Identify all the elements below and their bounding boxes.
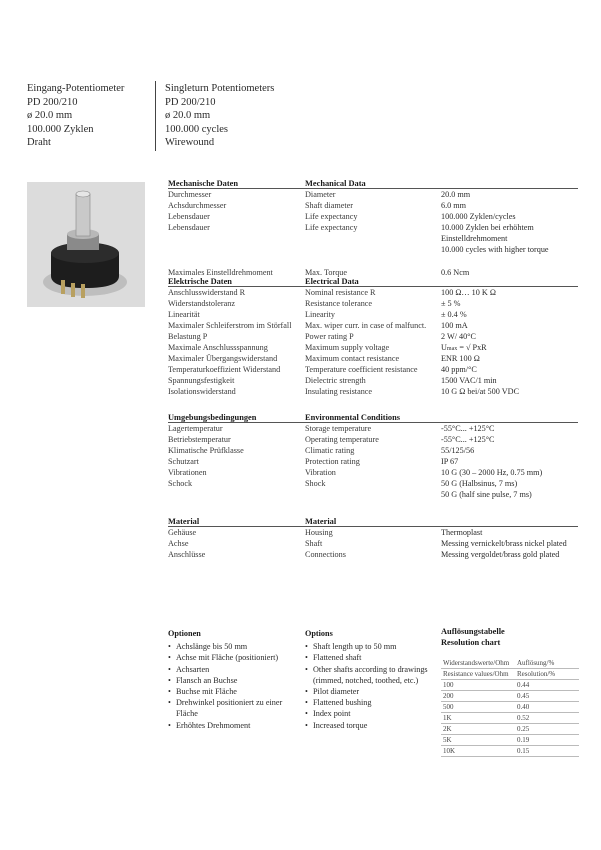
- header-german: [27, 82, 124, 150]
- resolution-resistance: 100: [441, 680, 515, 691]
- environment-label-de: Lagertemperatur: [168, 424, 223, 433]
- mechanical-label-de: Durchmesser: [168, 190, 212, 199]
- mechanical-row: [168, 244, 578, 255]
- material-label-en: Shaft: [305, 539, 323, 548]
- resolution-row: [441, 680, 579, 691]
- mechanical-value: 10.000 cycles with higher torque: [441, 245, 549, 254]
- mechanical-label-en: Shaft diameter: [305, 201, 353, 210]
- material-heading-en: Material: [305, 517, 337, 526]
- resolution-value: 0.52: [515, 713, 579, 724]
- electrical-label-en: Power rating P: [305, 332, 354, 341]
- electrical-label-de: Maximale Anschlussspannung: [168, 343, 268, 352]
- electrical-value-formula: = √ PxR: [457, 343, 487, 352]
- options_de-item: • Drehwinkel positioniert zu einer Fläche: [168, 697, 298, 719]
- resolution-resistance: 10K: [441, 746, 515, 757]
- electrical-value: 100 Ω… 10 K Ω: [441, 288, 496, 297]
- environment-value: 50 G (Halbsinus, 7 ms): [441, 479, 518, 488]
- environment-heading-en: Environmental Conditions: [305, 413, 401, 422]
- electrical-row: [168, 342, 578, 353]
- mechanical-row: [168, 200, 578, 211]
- electrical-row: [168, 375, 578, 386]
- resolution-col1-en: Resistance values/Ohm: [441, 669, 515, 680]
- environment-value: -55°C... +125°C: [441, 435, 495, 444]
- resolution-table: [441, 658, 579, 757]
- mechanical-label-en: Life expectancy: [305, 223, 358, 232]
- resolution-value: 0.19: [515, 735, 579, 746]
- electrical-value: 40 ppm/°C: [441, 365, 477, 374]
- header-de-title: Eingang-Potentiometer: [27, 83, 125, 94]
- mechanical-label-de: Lebensdauer: [168, 212, 210, 221]
- electrical-label-de: Belastung P: [168, 332, 208, 341]
- options_en-item: • Pilot diameter: [305, 686, 433, 697]
- environment-value: IP 67: [441, 457, 459, 466]
- electrical-label-de: Maximaler Schleiferstrom im Störfall: [168, 321, 292, 330]
- environment-value: 10 G (30 – 2000 Hz, 0.75 mm): [441, 468, 543, 477]
- environment-label-en: Operating temperature: [305, 435, 379, 444]
- resolution-resistance: 200: [441, 691, 515, 702]
- header-en-diameter: ø 20.0 mm: [165, 110, 211, 121]
- electrical-row: [168, 353, 578, 364]
- environment-row: [168, 434, 578, 445]
- environment-label-de: Klimatische Prüfklasse: [168, 446, 244, 455]
- mechanical-label-en: Life expectancy: [305, 212, 358, 221]
- header-en-cycles: 100.000 cycles: [165, 123, 228, 135]
- environment-label-de: Betriebstemperatur: [168, 435, 231, 444]
- mechanical-rule: [168, 188, 578, 189]
- electrical-label-en: Nominal resistance R: [305, 288, 376, 297]
- resolution-resistance: 2K: [441, 724, 515, 735]
- material-value: Messing vernickelt/brass nickel plated: [441, 539, 567, 548]
- electrical-value-symbol: U: [441, 343, 447, 352]
- header-en-model: PD 200/210: [165, 96, 216, 108]
- electrical-value: ± 5 %: [441, 299, 461, 308]
- header-de-type: Draht: [27, 137, 51, 148]
- mechanical-label-de: Maximales Einstelldrehmoment: [168, 268, 273, 277]
- mechanical-value: Einstelldrehmoment: [441, 234, 508, 243]
- electrical-label-en: Dielectric strength: [305, 376, 366, 385]
- options_en-item: • Increased torque: [305, 720, 433, 731]
- electrical-label-de: Spannungsfestigkeit: [168, 376, 235, 385]
- material-value: Thermoplast: [441, 528, 483, 537]
- electrical-row: [168, 287, 578, 298]
- resolution-row: [441, 746, 579, 757]
- electrical-label-en: Maximum supply voltage: [305, 343, 390, 352]
- electrical-label-de: Linearität: [168, 310, 200, 319]
- header-english: [165, 82, 274, 150]
- electrical-value: ENR 100 Ω: [441, 354, 480, 363]
- header-de-diameter: ø 20.0 mm: [27, 110, 73, 121]
- material-rule: [168, 526, 578, 527]
- options_de-item: • Buchse mit Fläche: [168, 686, 298, 697]
- resolution-resistance: 1K: [441, 713, 515, 724]
- mechanical-label-de: Achsdurchmesser: [168, 201, 227, 210]
- environment-label-en: Shock: [305, 479, 326, 488]
- electrical-heading-en: Electrical Data: [305, 277, 359, 286]
- electrical-label-en: Maximum contact resistance: [305, 354, 400, 363]
- resolution-header-row-en: [441, 669, 579, 680]
- environment-section: [168, 412, 578, 500]
- electrical-heading-de: Elektrische Daten: [168, 277, 232, 286]
- material-label-en: Connections: [305, 550, 346, 559]
- electrical-value-subscript: max: [446, 346, 458, 352]
- header-de-model: PD 200/210: [27, 96, 78, 108]
- mechanical-row: [168, 233, 578, 244]
- electrical-rule: [168, 286, 578, 287]
- electrical-row: [168, 364, 578, 375]
- resolution-value: 0.40: [515, 702, 579, 713]
- mechanical-value: 6.0 mm: [441, 201, 467, 210]
- electrical-label-en: Insulating resistance: [305, 387, 373, 396]
- electrical-label-de: Widerstandstoleranz: [168, 299, 235, 308]
- options_en-item: • Shaft length up to 50 mm: [305, 641, 433, 652]
- environment-row: [168, 478, 578, 489]
- environment-label-de: Vibrationen: [168, 468, 207, 477]
- resolution-value: 0.25: [515, 724, 579, 735]
- environment-value: -55°C... +125°C: [441, 424, 495, 433]
- electrical-label-en: Linearity: [305, 310, 336, 319]
- environment-label-en: Protection rating: [305, 457, 360, 466]
- electrical-label-en: Max. wiper curr. in case of malfunct.: [305, 321, 427, 330]
- environment-label-de: Schutzart: [168, 457, 199, 466]
- electrical-section: [168, 276, 578, 397]
- mechanical-row: [168, 222, 578, 233]
- mechanical-row: [168, 189, 578, 200]
- mechanical-value: 10.000 Zyklen bei erhöhtem: [441, 223, 534, 232]
- resolution-col1-de: Widerstandswerte/Ohm: [441, 658, 515, 669]
- options_en-item: • Flattened bushing: [305, 697, 433, 708]
- environment-row: [168, 467, 578, 478]
- environment-value: 55/125/56: [441, 446, 475, 455]
- options_de-item: • Achse mit Fläche (positioniert): [168, 652, 298, 663]
- header-de-cycles: 100.000 Zyklen: [27, 123, 94, 135]
- electrical-row: [168, 298, 578, 309]
- resolution-col2-en: Resolution/%: [515, 669, 579, 680]
- material-row: [168, 549, 578, 560]
- resolution-row: [441, 724, 579, 735]
- options_de-item: • Erhöhtes Drehmoment: [168, 720, 298, 731]
- header-divider: [155, 81, 156, 151]
- environment-heading-de: Umgebungsbedingungen: [168, 413, 257, 422]
- environment-label-en: Storage temperature: [305, 424, 372, 433]
- material-row: [168, 527, 578, 538]
- resolution-resistance: 5K: [441, 735, 515, 746]
- resolution-value: 0.45: [515, 691, 579, 702]
- environment-label-de: Schock: [168, 479, 193, 488]
- resolution-heading-en: Resolution chart: [441, 638, 501, 647]
- options_en-item: • Index point: [305, 708, 433, 719]
- electrical-row: [168, 386, 578, 397]
- environment-row: [168, 456, 578, 467]
- resolution-value: 0.15: [515, 746, 579, 757]
- potentiometer-image: [27, 182, 145, 307]
- mechanical-label-en: Diameter: [305, 190, 336, 199]
- options_de-item: • Flansch an Buchse: [168, 675, 298, 686]
- material-label-de: Gehäuse: [168, 528, 197, 537]
- resolution-row: [441, 735, 579, 746]
- electrical-label-en: Resistance tolerance: [305, 299, 373, 308]
- material-heading-de: Material: [168, 517, 200, 526]
- resolution-row: [441, 691, 579, 702]
- options-en: [305, 628, 433, 731]
- mechanical-value: 20.0 mm: [441, 190, 471, 199]
- electrical-row: [168, 309, 578, 320]
- mechanical-heading-de: Mechanische Daten: [168, 179, 239, 188]
- options-de: [168, 628, 298, 731]
- resolution-chart: [441, 626, 579, 757]
- header-en-type: Wirewound: [165, 137, 215, 148]
- resolution-row: [441, 702, 579, 713]
- environment-value: 50 G (half sine pulse, 7 ms): [441, 490, 532, 499]
- material-row: [168, 538, 578, 549]
- options-en-heading: Options: [305, 629, 333, 638]
- material-section: [168, 516, 578, 560]
- material-label-de: Achse: [168, 539, 189, 548]
- options_de-item: • Achslänge bis 50 mm: [168, 641, 298, 652]
- resolution-heading-de: Auflösungstabelle: [441, 627, 505, 636]
- environment-row: [168, 423, 578, 434]
- resolution-row: [441, 713, 579, 724]
- environment-label-en: Vibration: [305, 468, 336, 477]
- electrical-label-en: Temperature coefficient resistance: [305, 365, 418, 374]
- resolution-resistance: 500: [441, 702, 515, 713]
- electrical-value: 1500 VAC/1 min: [441, 376, 497, 385]
- electrical-value: 10 G Ω bei/at 500 VDC: [441, 387, 520, 396]
- resolution-header-row-de: [441, 658, 579, 669]
- options_en-item: • Flattened shaft: [305, 652, 433, 663]
- environment-rule: [168, 422, 578, 423]
- resolution-value: 0.44: [515, 680, 579, 691]
- mechanical-row: [168, 211, 578, 222]
- options-de-heading: Optionen: [168, 629, 201, 638]
- environment-label-en: Climatic rating: [305, 446, 355, 455]
- electrical-row: [168, 320, 578, 331]
- mechanical-value: 0.6 Ncm: [441, 268, 470, 277]
- electrical-value: ± 0.4 %: [441, 310, 467, 319]
- mechanical-label-de: Lebensdauer: [168, 223, 210, 232]
- mechanical-value: 100.000 Zyklen/cycles: [441, 212, 516, 221]
- electrical-label-de: Temperaturkoeffizient Widerstand: [168, 365, 281, 374]
- electrical-row: [168, 331, 578, 342]
- material-label-de: Anschlüsse: [168, 550, 206, 559]
- material-value: Messing vergoldet/brass gold plated: [441, 550, 560, 559]
- electrical-label-de: Isolationswiderstand: [168, 387, 236, 396]
- options_en-item: • Other shafts according to drawings (rimmed, notched, toothed, etc.): [305, 664, 433, 686]
- electrical-value: 100 mA: [441, 321, 468, 330]
- electrical-label-de: Maximaler Übergangswiderstand: [168, 354, 278, 363]
- mechanical-label-en: Max. Torque: [305, 268, 348, 277]
- material-label-en: Housing: [305, 528, 333, 537]
- mechanical-heading-en: Mechanical Data: [305, 179, 366, 188]
- resolution-col2-de: Auflösung/%: [515, 658, 579, 669]
- mechanical-section: [168, 178, 578, 278]
- environment-row: [168, 489, 578, 500]
- options_de-item: • Achsarten: [168, 664, 298, 675]
- product-photo: [27, 182, 145, 307]
- electrical-value: 2 W/ 40°C: [441, 332, 476, 341]
- environment-row: [168, 445, 578, 456]
- header-en-title: Singleturn Potentiometers: [165, 83, 275, 94]
- electrical-label-de: Anschlusswiderstand R: [168, 288, 246, 297]
